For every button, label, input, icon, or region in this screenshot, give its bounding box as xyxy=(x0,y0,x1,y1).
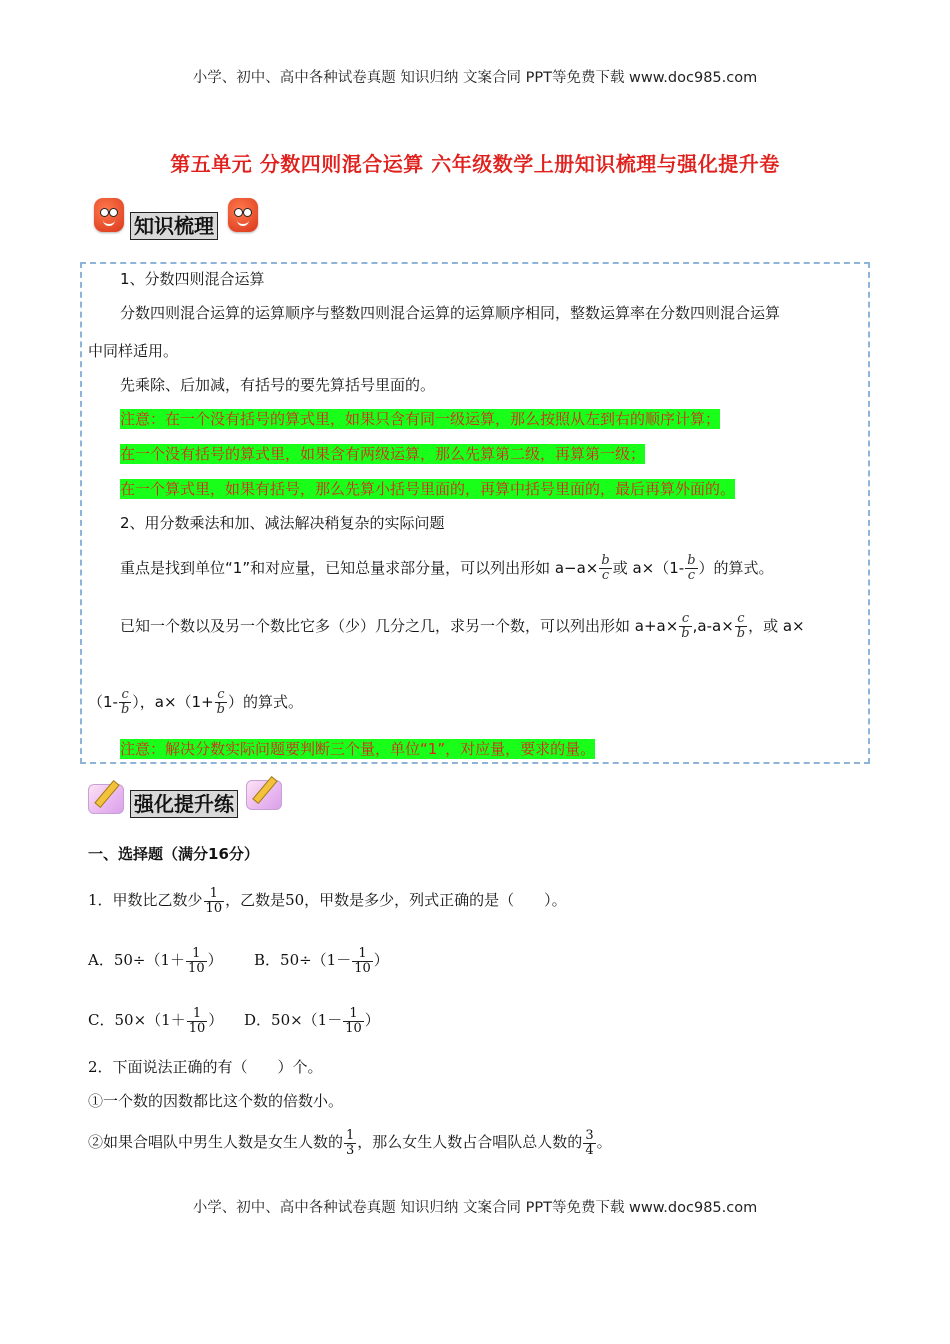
mascot-icon-left xyxy=(94,198,124,232)
note-highlight-2 xyxy=(120,443,645,465)
note-highlight-3 xyxy=(120,478,735,500)
para-3-text-post: ）的算式。 xyxy=(698,559,774,577)
option-d-text: D．50×（1－ xyxy=(244,1011,343,1029)
fraction-1-over-10-d: $\frac{1}{10}$ xyxy=(345,1005,362,1036)
section-label-knowledge: 知识梳理 xyxy=(130,212,218,240)
option-a-close: ） xyxy=(207,951,223,969)
knowledge-para-1b: 中同样适用。 xyxy=(88,342,179,360)
knowledge-para-1a: 分数四则混合运算的运算顺序与整数四则混合运算的运算顺序相同，整数运算率在分数四则混合运算 xyxy=(120,304,781,322)
option-a xyxy=(88,940,223,980)
page-footer: 小学、初中、高中各种试卷真题 知识归纳 文案合同 PPT等免费下载 www.doc985.com xyxy=(192,1200,758,1216)
knowledge-heading-2: 2、用分数乘法和加、减法解决稍复杂的实际问题 xyxy=(120,514,445,532)
para-3-text-mid: 或 a×（1- xyxy=(612,559,685,577)
note-text-2: 在一个没有括号的算式里，如果含有两级运算，那么先算第二级，再算第一级； xyxy=(120,445,646,463)
pencil-icon-left xyxy=(88,784,124,814)
knowledge-para-4 xyxy=(120,606,805,646)
option-d-close: ） xyxy=(364,1011,380,1029)
fraction-c-over-b-4: $\frac{c}{b}$ xyxy=(216,687,225,717)
para-5-text-post: ）的算式。 xyxy=(228,693,304,711)
statement-2-text-mid: ，那么女生人数占合唱队总人数的 xyxy=(357,1133,583,1151)
para-4-text-pre: 已知一个数以及另一个数比它多（少）几分之几，求另一个数，可以列出形如 a+a× xyxy=(120,617,679,635)
fraction-c-over-b: $\frac{c}{b}$ xyxy=(681,611,690,641)
fraction-1-over-10: $\frac{1}{10}$ xyxy=(205,885,223,916)
note-highlight-1 xyxy=(120,408,720,430)
pencil-icon-right xyxy=(246,780,282,810)
para-5-text-pre: （1- xyxy=(88,693,118,711)
fraction-1-over-10-c: $\frac{1}{10}$ xyxy=(188,1005,206,1036)
fraction-1-over-3: $\frac{1}{3}$ xyxy=(346,1127,355,1158)
document-title: 第五单元 分数四则混合运算 六年级数学上册知识梳理与强化提升卷 xyxy=(170,152,780,176)
fraction-c-over-b-2: $\frac{c}{b}$ xyxy=(736,611,746,641)
page-header: 小学、初中、高中各种试卷真题 知识归纳 文案合同 PPT等免费下载 www.doc985.com xyxy=(192,70,758,86)
question-2: 2．下面说法正确的有（ ）个。 xyxy=(88,1058,323,1076)
option-b-close: ） xyxy=(373,951,389,969)
para-4-text-mid: ,a-a× xyxy=(692,617,734,635)
para-4-text-post: ，或 a× xyxy=(748,617,805,635)
para-5-text-mid: ），a×（1+ xyxy=(132,693,214,711)
option-c-text: C．50×（1＋ xyxy=(88,1011,186,1029)
part-heading: 一、选择题（满分16分） xyxy=(88,845,259,863)
note-highlight-4 xyxy=(120,738,595,760)
option-c-close: ） xyxy=(208,1011,224,1029)
knowledge-heading-1: 1、分数四则混合运算 xyxy=(120,270,265,288)
question-1 xyxy=(88,880,567,920)
note-text-4: 注意：解决分数实际问题要判断三个量，单位“1”，对应量，要求的量。 xyxy=(120,740,596,758)
statement-2 xyxy=(88,1122,612,1162)
fraction-b-over-c-2: $\frac{b}{c}$ xyxy=(687,553,696,583)
statement-2-text-post: 。 xyxy=(596,1133,612,1151)
fraction-3-over-4: $\frac{3}{4}$ xyxy=(585,1127,594,1158)
q1-text-post: ，乙数是50，甲数是多少，列式正确的是（ ）。 xyxy=(225,891,567,909)
knowledge-para-5 xyxy=(88,682,303,722)
statement-2-text-pre: ②如果合唱队中男生人数是女生人数的 xyxy=(88,1133,344,1151)
fraction-1-over-10-b: $\frac{1}{10}$ xyxy=(354,945,371,976)
option-b xyxy=(254,940,389,980)
option-b-text: B．50÷（1－ xyxy=(254,951,352,969)
option-c xyxy=(88,1000,223,1040)
note-text-3: 在一个算式里，如果有括号，那么先算小括号里面的，再算中括号里面的，最后再算外面的。 xyxy=(120,480,736,498)
fraction-c-over-b-3: $\frac{c}{b}$ xyxy=(120,687,130,717)
fraction-1-over-10-a: $\frac{1}{10}$ xyxy=(188,945,205,976)
para-3-text-pre: 重点是找到单位“1”和对应量，已知总量求部分量，可以列出形如 a−a× xyxy=(120,559,599,577)
option-d xyxy=(244,1000,380,1040)
knowledge-para-3 xyxy=(120,548,774,588)
mascot-icon-right xyxy=(228,198,258,232)
q1-text-pre: 1．甲数比乙数少 xyxy=(88,891,203,909)
knowledge-para-2: 先乘除、后加减，有括号的要先算括号里面的。 xyxy=(120,376,436,394)
option-a-text: A．50÷（1＋ xyxy=(88,951,186,969)
statement-1: ①一个数的因数都比这个数的倍数小。 xyxy=(88,1092,344,1110)
note-text-1: 注意：在一个没有括号的算式里，如果只含有同一级运算，那么按照从左到右的顺序计算； xyxy=(120,410,721,428)
section-label-practice: 强化提升练 xyxy=(130,790,238,818)
fraction-b-over-c: $\frac{b}{c}$ xyxy=(601,553,610,583)
